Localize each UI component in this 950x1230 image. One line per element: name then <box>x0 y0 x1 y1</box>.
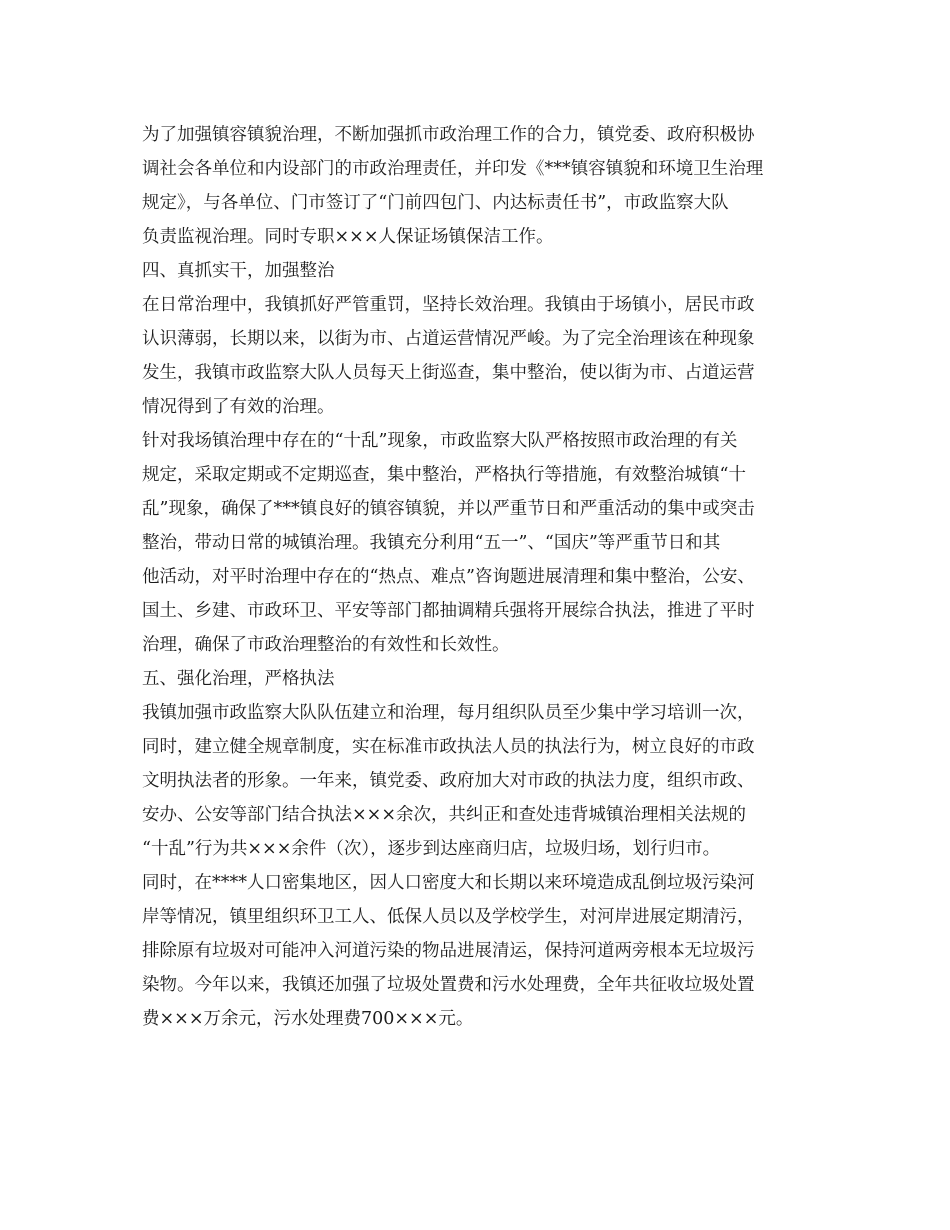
text-line: 他活动，对平时治理中存在的“热点、难点”咨询题进展清理和集中整治，公安、 <box>142 567 755 587</box>
text-line: 染物。今年以来，我镇还加强了垃圾处置费和污水处理费，全年共征收垃圾处置 <box>142 975 755 995</box>
document-body <box>142 118 810 1036</box>
text-line: 针对我场镇治理中存在的“十乱”现象，市政监察大队严格按照市政治理的有关 <box>142 431 738 451</box>
text-line: 发生，我镇市政监察大队人员每天上街巡查，集中整治，使以街为市、占道运营 <box>142 363 755 383</box>
text-line: 文明执法者的形象。一年来，镇党委、政府加大对市政的执法力度，组织市政、 <box>142 771 755 791</box>
text-line: 调社会各单位和内设部门的市政治理责任，并印发《***镇容镇貌和环境卫生治理 <box>142 159 764 179</box>
text-line: “十乱”行为共×××余件（次），逐步到达座商归店，垃圾归场，划行归市。 <box>142 839 721 859</box>
text-line: 国土、乡建、市政环卫、平安等部门都抽调精兵强将开展综合执法，推进了平时 <box>142 601 755 621</box>
text-line: 乱”现象，确保了***镇良好的镇容镇貌，并以严重节日和严重活动的集中或突击 <box>142 499 755 519</box>
text-line: 安办、公安等部门结合执法×××余次，共纠正和查处违背城镇治理相关法规的 <box>142 805 746 825</box>
text-line: 治理，确保了市政治理整治的有效性和长效性。 <box>142 635 510 655</box>
text-line: 情况得到了有效的治理。 <box>142 397 335 417</box>
text-line: 费×××万余元，污水处理费700×××元。 <box>142 1009 474 1029</box>
text-line: 规定，采取定期或不定期巡查，集中整治，严格执行等措施，有效整治城镇“十 <box>142 465 746 485</box>
text-line: 排除原有垃圾对可能冲入河道污染的物品进展清运，保持河道两旁根本无垃圾污 <box>142 941 755 961</box>
text-line: 同时，建立健全规章制度，实在标准市政执法人员的执法行为，树立良好的市政 <box>142 737 755 757</box>
text-line: 认识薄弱，长期以来，以街为市、占道运营情况严峻。为了完全治理该在种现象 <box>142 329 755 349</box>
text-line: 规定》，与各单位、门市签订了“门前四包门、内达标责任书”，市政监察大队 <box>142 193 729 213</box>
section-heading-5: 五、强化治理，严格执法 <box>142 669 335 689</box>
text-line: 在日常治理中，我镇抓好严管重罚，坚持长效治理。我镇由于场镇小，居民市政 <box>142 295 755 315</box>
section-heading-4: 四、真抓实干，加强整治 <box>142 261 335 281</box>
text-line: 岸等情况，镇里组织环卫工人、低保人员以及学校学生，对河岸进展定期清污， <box>142 907 755 927</box>
text-line: 为了加强镇容镇貌治理，不断加强抓市政治理工作的合力，镇党委、政府积极协 <box>142 125 755 145</box>
text-line: 整治，带动日常的城镇治理。我镇充分利用“五一”、“国庆”等严重节日和其 <box>142 533 721 553</box>
text-line: 负责监视治理。同时专职×××人保证场镇保洁工作。 <box>142 227 554 247</box>
text-line: 我镇加强市政监察大队队伍建立和治理，每月组织队员至少集中学习培训一次， <box>142 703 755 723</box>
text-line: 同时，在****人口密集地区，因人口密度大和长期以来环境造成乱倒垃圾污染河 <box>142 873 755 893</box>
